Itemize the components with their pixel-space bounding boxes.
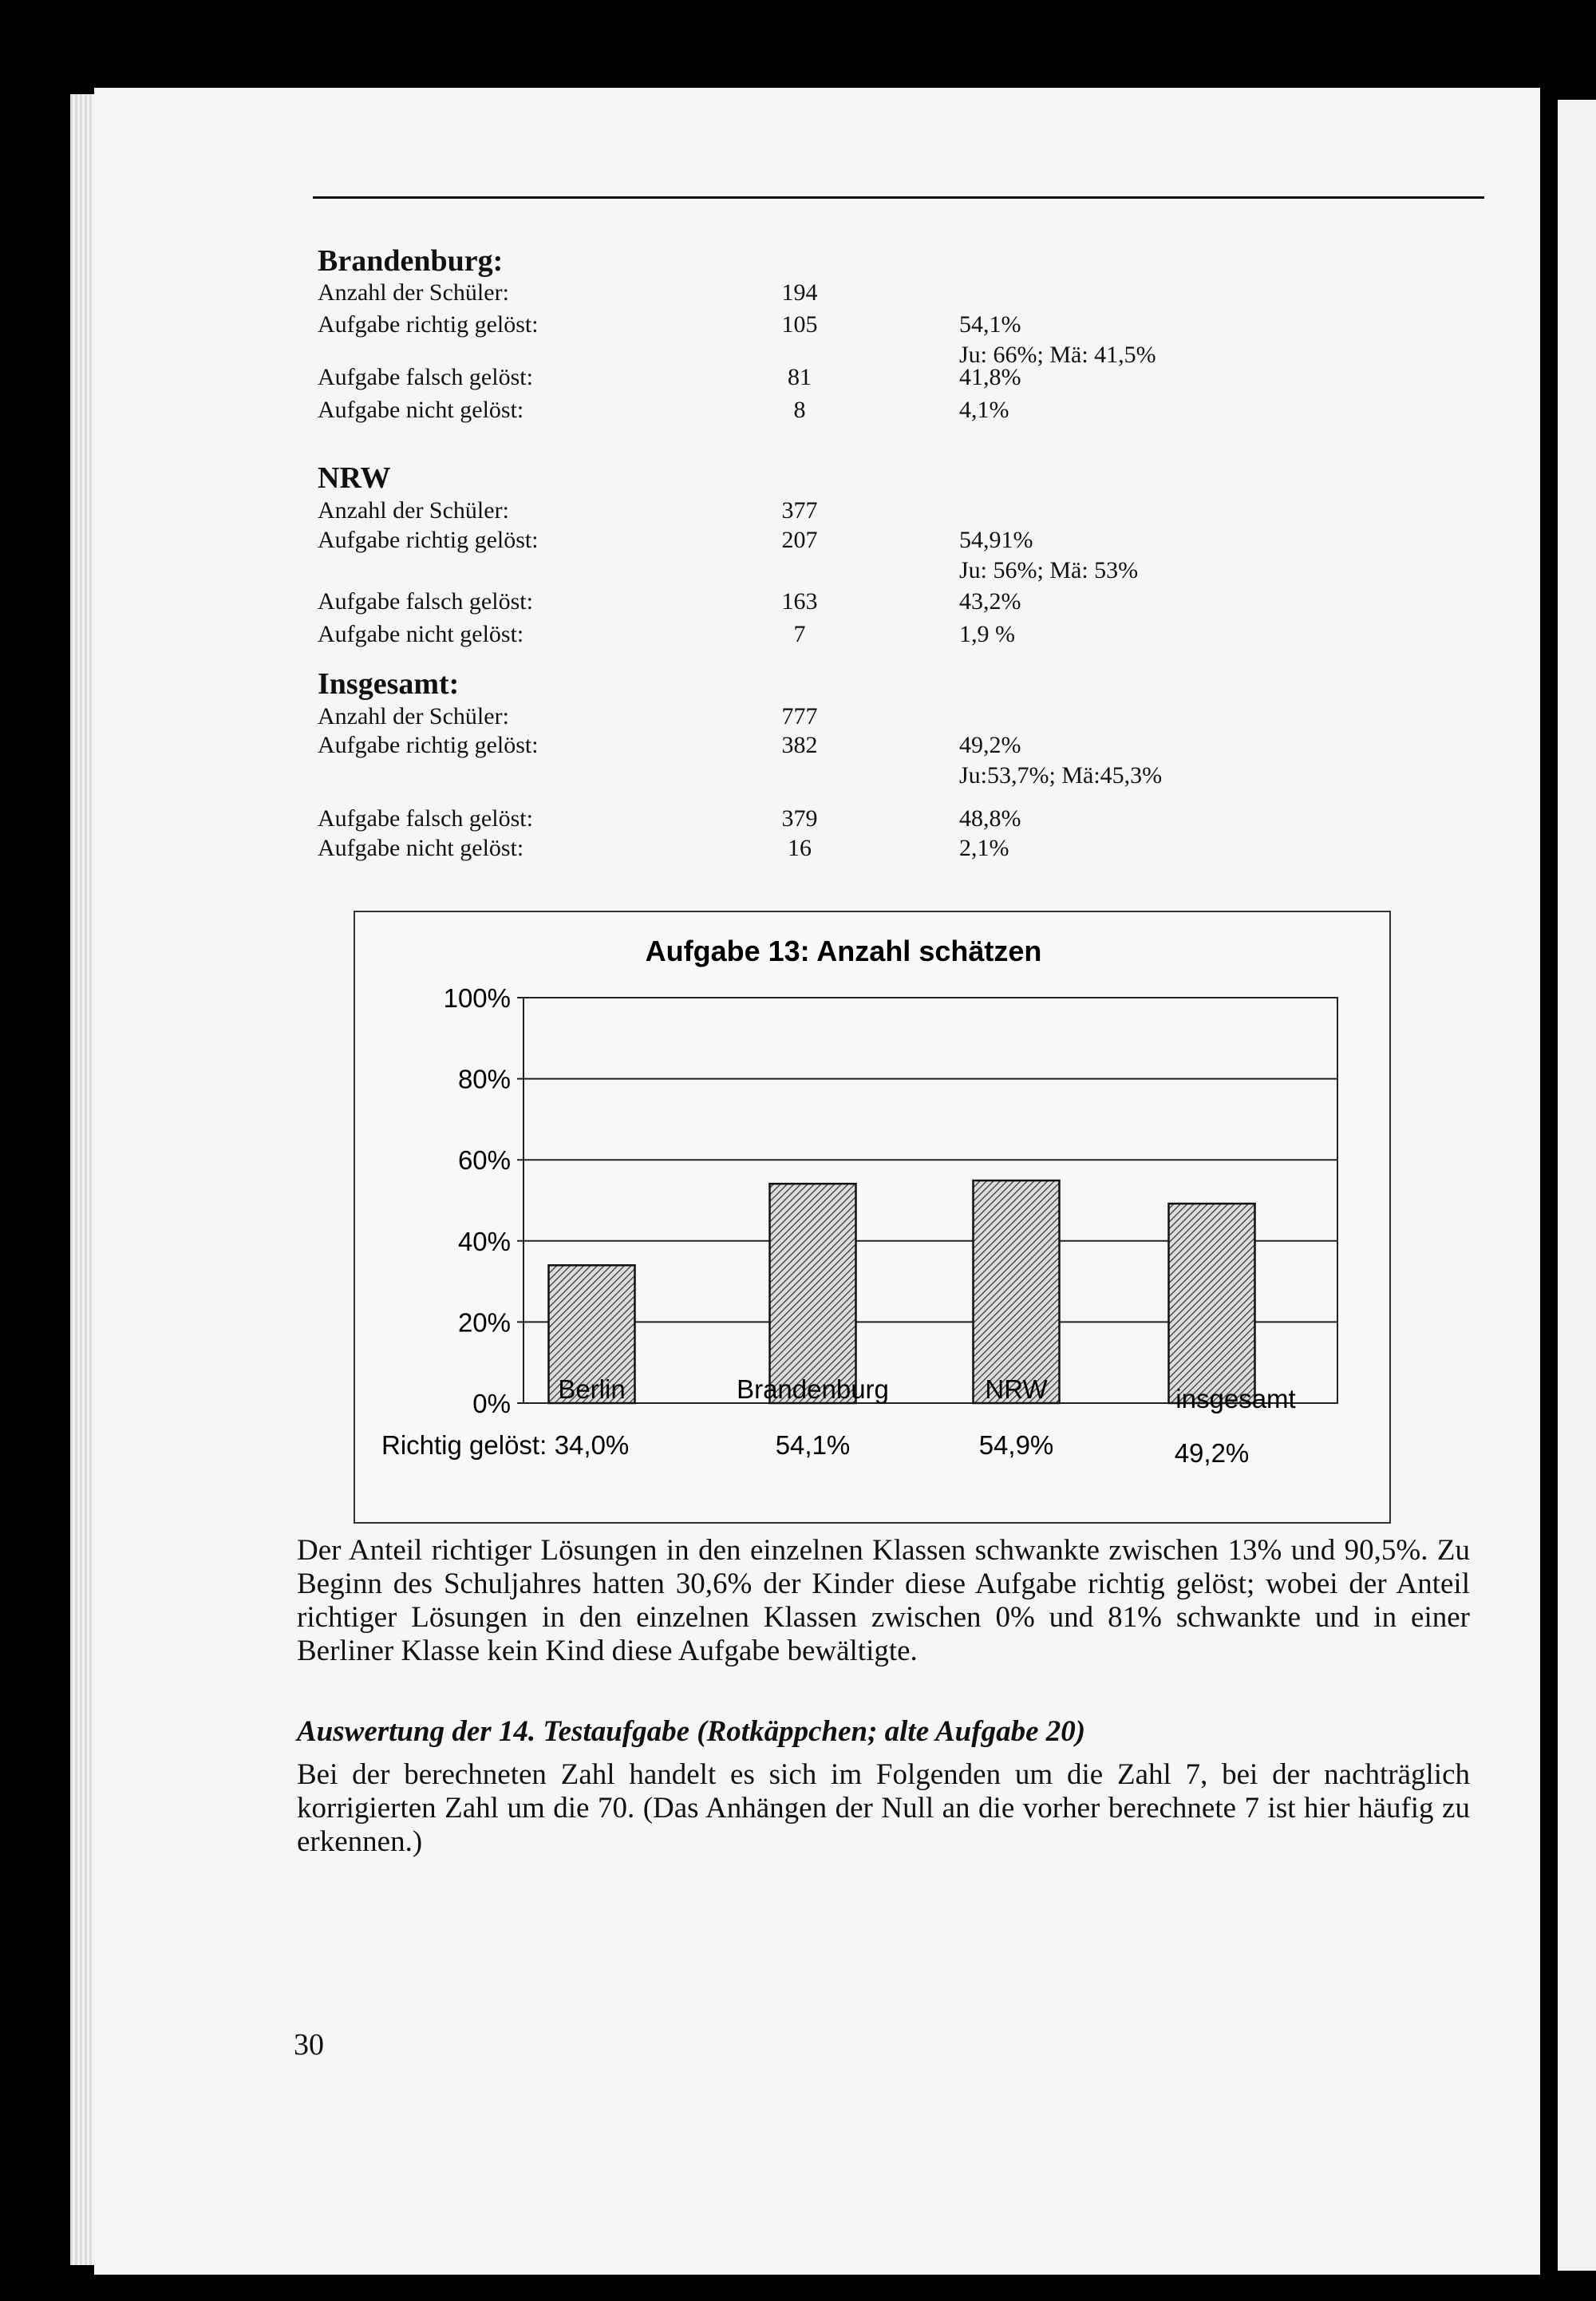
row-count: 194 (781, 279, 818, 306)
section-heading: NRW (318, 461, 391, 495)
row-count: 207 (781, 527, 818, 553)
bar-brandenburg (770, 1184, 856, 1403)
value-label: 34,0% (554, 1430, 630, 1460)
y-tick-label: 60% (457, 1145, 511, 1176)
value-label: 54,9% (978, 1430, 1054, 1460)
row-count: 8 (793, 397, 806, 423)
row-percent: 54,1% (959, 311, 1021, 338)
row-label: Aufgabe nicht gelöst: (318, 835, 524, 861)
row-label: Aufgabe falsch gelöst: (318, 805, 533, 832)
row-count: 7 (793, 621, 806, 647)
row-percent: 49,2% (959, 732, 1021, 758)
row-label-richtig-geloest: Richtig gelöst: (381, 1430, 547, 1460)
category-label: Brandenburg (737, 1374, 889, 1404)
row-label: Anzahl der Schüler: (318, 703, 509, 729)
category-label: NRW (985, 1374, 1048, 1404)
row-percent: 48,8% (959, 805, 1021, 832)
row-percent: 1,9 % (959, 621, 1015, 647)
row-label: Aufgabe nicht gelöst: (318, 397, 524, 423)
y-tick-label: 20% (457, 1307, 511, 1338)
row-percent: 41,8% (959, 364, 1021, 390)
page-number: 30 (294, 2028, 324, 2062)
row-count: 377 (781, 497, 818, 524)
category-label: insgesamt (1175, 1384, 1296, 1413)
value-label: 49,2% (1174, 1438, 1250, 1468)
row-count: 105 (781, 311, 818, 338)
bar-nrw (974, 1180, 1060, 1403)
row-label: Aufgabe nicht gelöst: (318, 621, 524, 647)
chart-title: Aufgabe 13: Anzahl schätzen (645, 935, 1042, 967)
row-percent: 43,2% (959, 588, 1021, 615)
row-label: Aufgabe richtig gelöst: (318, 311, 539, 338)
paragraph-task14: Bei der berechneten Zahl handelt es sich im Folgenden um die Zahl 7, bei der nachträglich korrigierten Zahl um die 70. (Das Anhängen der Null an die vorher berechnete 7 ist hier häufig zu erkennen.) (297, 1758, 1470, 1858)
value-label: 54,1% (775, 1430, 851, 1460)
row-percent: 2,1% (959, 835, 1009, 861)
section-subheading: Auswertung der 14. Testaufgabe (Rotkäppchen; alte Aufgabe 20) (297, 1715, 1086, 1748)
row-label: Aufgabe falsch gelöst: (318, 588, 533, 615)
y-tick-label: 40% (457, 1226, 511, 1256)
row-label: Aufgabe falsch gelöst: (318, 364, 533, 390)
bar-insgesamt (1169, 1204, 1255, 1403)
row-label: Aufgabe richtig gelöst: (318, 732, 539, 758)
category-label: Berlin (558, 1374, 626, 1404)
row-count: 16 (788, 835, 812, 861)
y-tick-label: 100% (443, 983, 511, 1013)
row-count: 81 (788, 364, 812, 390)
row-count: 379 (781, 805, 818, 832)
row-count: 777 (781, 703, 818, 729)
row-label: Aufgabe richtig gelöst: (318, 527, 539, 553)
section-heading: Insgesamt: (318, 667, 460, 701)
gender-breakdown: Ju: 56%; Mä: 53% (959, 557, 1139, 583)
y-tick-label: 0% (472, 1389, 511, 1418)
row-count: 382 (781, 732, 818, 758)
y-tick-label: 80% (457, 1064, 511, 1094)
gender-breakdown: Ju:53,7%; Mä:45,3% (959, 762, 1163, 789)
row-percent: 4,1% (959, 397, 1009, 423)
gender-breakdown: Ju: 66%; Mä: 41,5% (959, 342, 1156, 368)
row-label: Anzahl der Schüler: (318, 279, 509, 306)
row-percent: 54,91% (959, 527, 1033, 553)
paragraph-results: Der Anteil richtiger Lösungen in den einzelnen Klassen schwankte zwischen 13% und 90,5%. Zu Beginn des Schuljahres hatten 30,6% der Kinder diese Aufgabe richtig gelöst; wobei der Anteil richtiger Lösungen in den einzelnen Klassen zwischen 0% und 81% schwankte und in einer Berliner Klasse kein Kind diese Aufgabe bewältigte. (297, 1534, 1470, 1667)
section-heading: Brandenburg: (318, 244, 504, 278)
row-label: Anzahl der Schüler: (318, 497, 509, 524)
row-count: 163 (781, 588, 818, 615)
